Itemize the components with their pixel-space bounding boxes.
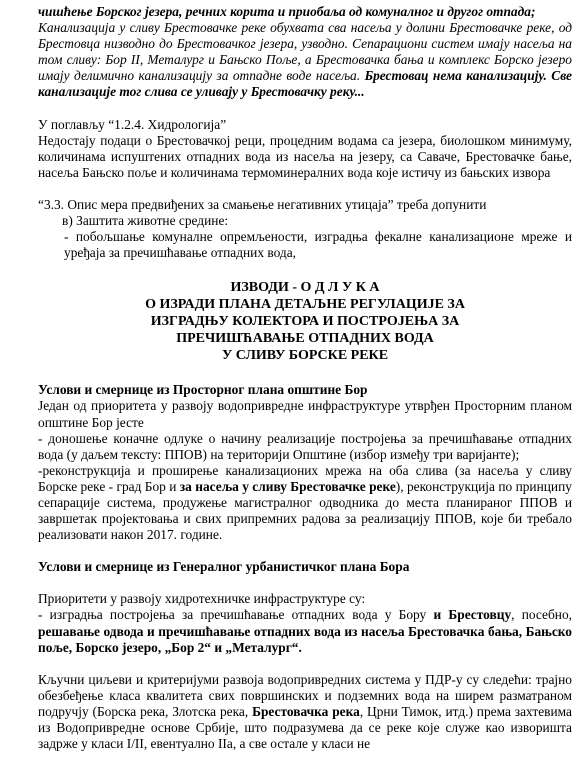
decision-title-line: ИЗВОДИ - О Д Л У К А [230, 280, 380, 296]
decision-title-line: ИЗГРАДЊУ КОЛЕКТОРА И ПОСТРОЈЕЊА ЗА [150, 314, 460, 330]
urban-plan-p2 [38, 607, 572, 655]
measures-item: - побољшање комуналне опремљености, изградња фекалне канализационе мреже и уређаја за пречишћавање отпадних вода, [64, 229, 572, 261]
urban-plan-heading: Услови и смернице из Генералног урбанистичког плана Бора [38, 559, 410, 575]
measures-heading: “3.3. Опис мера предвиђених за смањење негативних утицаја” треба допунити [38, 196, 487, 212]
text-run: ), реконструкција по принципу сепарације система, продужење магистралног одводника до места планираног ППОВ и завршетак пројектовања и свих припремних радова за реализацију ППОВ, које би требало реализовати након 2017. године. [38, 478, 572, 543]
hydrology-heading: У поглављу “1.2.4. Хидрологија” [38, 116, 227, 132]
intro-paragraph [38, 20, 572, 100]
text-run-bold: и Брестовцу [433, 607, 512, 623]
intro-italic-text: Канализација у сливу Брестовачке реке обухвата сва насеља у долини Брестовачке реке, од Брестовца низводно до Брестовачког језера, узводно. Сепарациони систем имају насеља на том сливу: Бор II, Металург и Бањско Поље, а Брестовачка бања и комплекс Борско језеро имају делимично канализацију за отпадне воде насеља. [38, 20, 572, 84]
text-run: Кључни циљеви и критеријуми развоја водопривредних система у ПДР-у су следећи: трајно обезбеђење класа квалитета свих површинских и подземних вода на ширем разматраном подручју (Борска река, Злотска река, [38, 671, 572, 719]
text-run: , Црни Тимок, итд.) према захтевима из Водопривредне основе Србије, што подразумева да се реке које служе као изворишта задрже у класи I/II, евентуално IIa, а све остале у класи не [38, 703, 572, 752]
text-run: - изградња постројења за пречишћавање отпадних вода у Бору [38, 607, 434, 623]
spatial-plan-p3 [38, 463, 572, 543]
spatial-plan-p2: - доношење коначне одлуке о начину реализације постројења за пречишћавање отпадних вода (у даљем тексту: ППОВ) на територији Општине (избор између три варијанте); [38, 430, 572, 462]
text-run-bold: решавање одвода и пречишћавање отпадних вода из насеља Брестовачка бања, Бањско поље, Борско језеро, „Бор 2“ и „Металург“. [38, 623, 572, 655]
text-run-bold: Брестовачка река [252, 703, 360, 719]
spatial-plan-p1: Један од приоритета у развоју водопривредне инфраструктуре утврђен Просторним планом општине Бор јесте [38, 398, 572, 430]
text-run: -реконструкција и проширење канализационих мрежа на оба слива (за насеља у сливу Борске реке - град Бор и [38, 462, 572, 494]
decision-title-line: О ИЗРАДИ ПЛАНА ДЕТАЉНЕ РЕГУЛАЦИЈЕ ЗА [145, 297, 465, 313]
hydrology-text: Недостају подаци о Брестовачкој реци, процедним водама са језера, биолошком минимуму, количинама испуштених отпадних вода из насеља на језеру, са Савачe, Брестовачке бање, насеља Бањско поље и количинама термоминералних вода које истичу из бањских извора [38, 132, 572, 180]
intro-bold-tail: Брестовац нема канализацију. Све канализације тог слива се уливају у Брестовачку реку... [38, 68, 573, 100]
text-run: , посебно, [511, 607, 573, 623]
spatial-plan-heading: Услови и смернице из Просторног плана општине Бор [38, 382, 368, 398]
decision-title [38, 279, 572, 364]
decision-title-line: ПРЕЧИШЋАВАЊЕ ОТПАДНИХ ВОДА [176, 331, 434, 347]
intro-bold-line: чишћење Борског језера, речних корита и приобаља од комуналног и другог отпада; [38, 4, 536, 19]
text-run-bold: за насеља у сливу Брестовачке реке [179, 478, 396, 494]
decision-title-line: У СЛИВУ БОРСКЕ РЕКЕ [221, 348, 389, 364]
urban-plan-p3 [38, 672, 572, 752]
measures-subheading: в) Заштита животне средине: [62, 213, 229, 229]
urban-plan-p1: Приоритети у развоју хидротехничке инфраструктуре су: [38, 591, 366, 607]
